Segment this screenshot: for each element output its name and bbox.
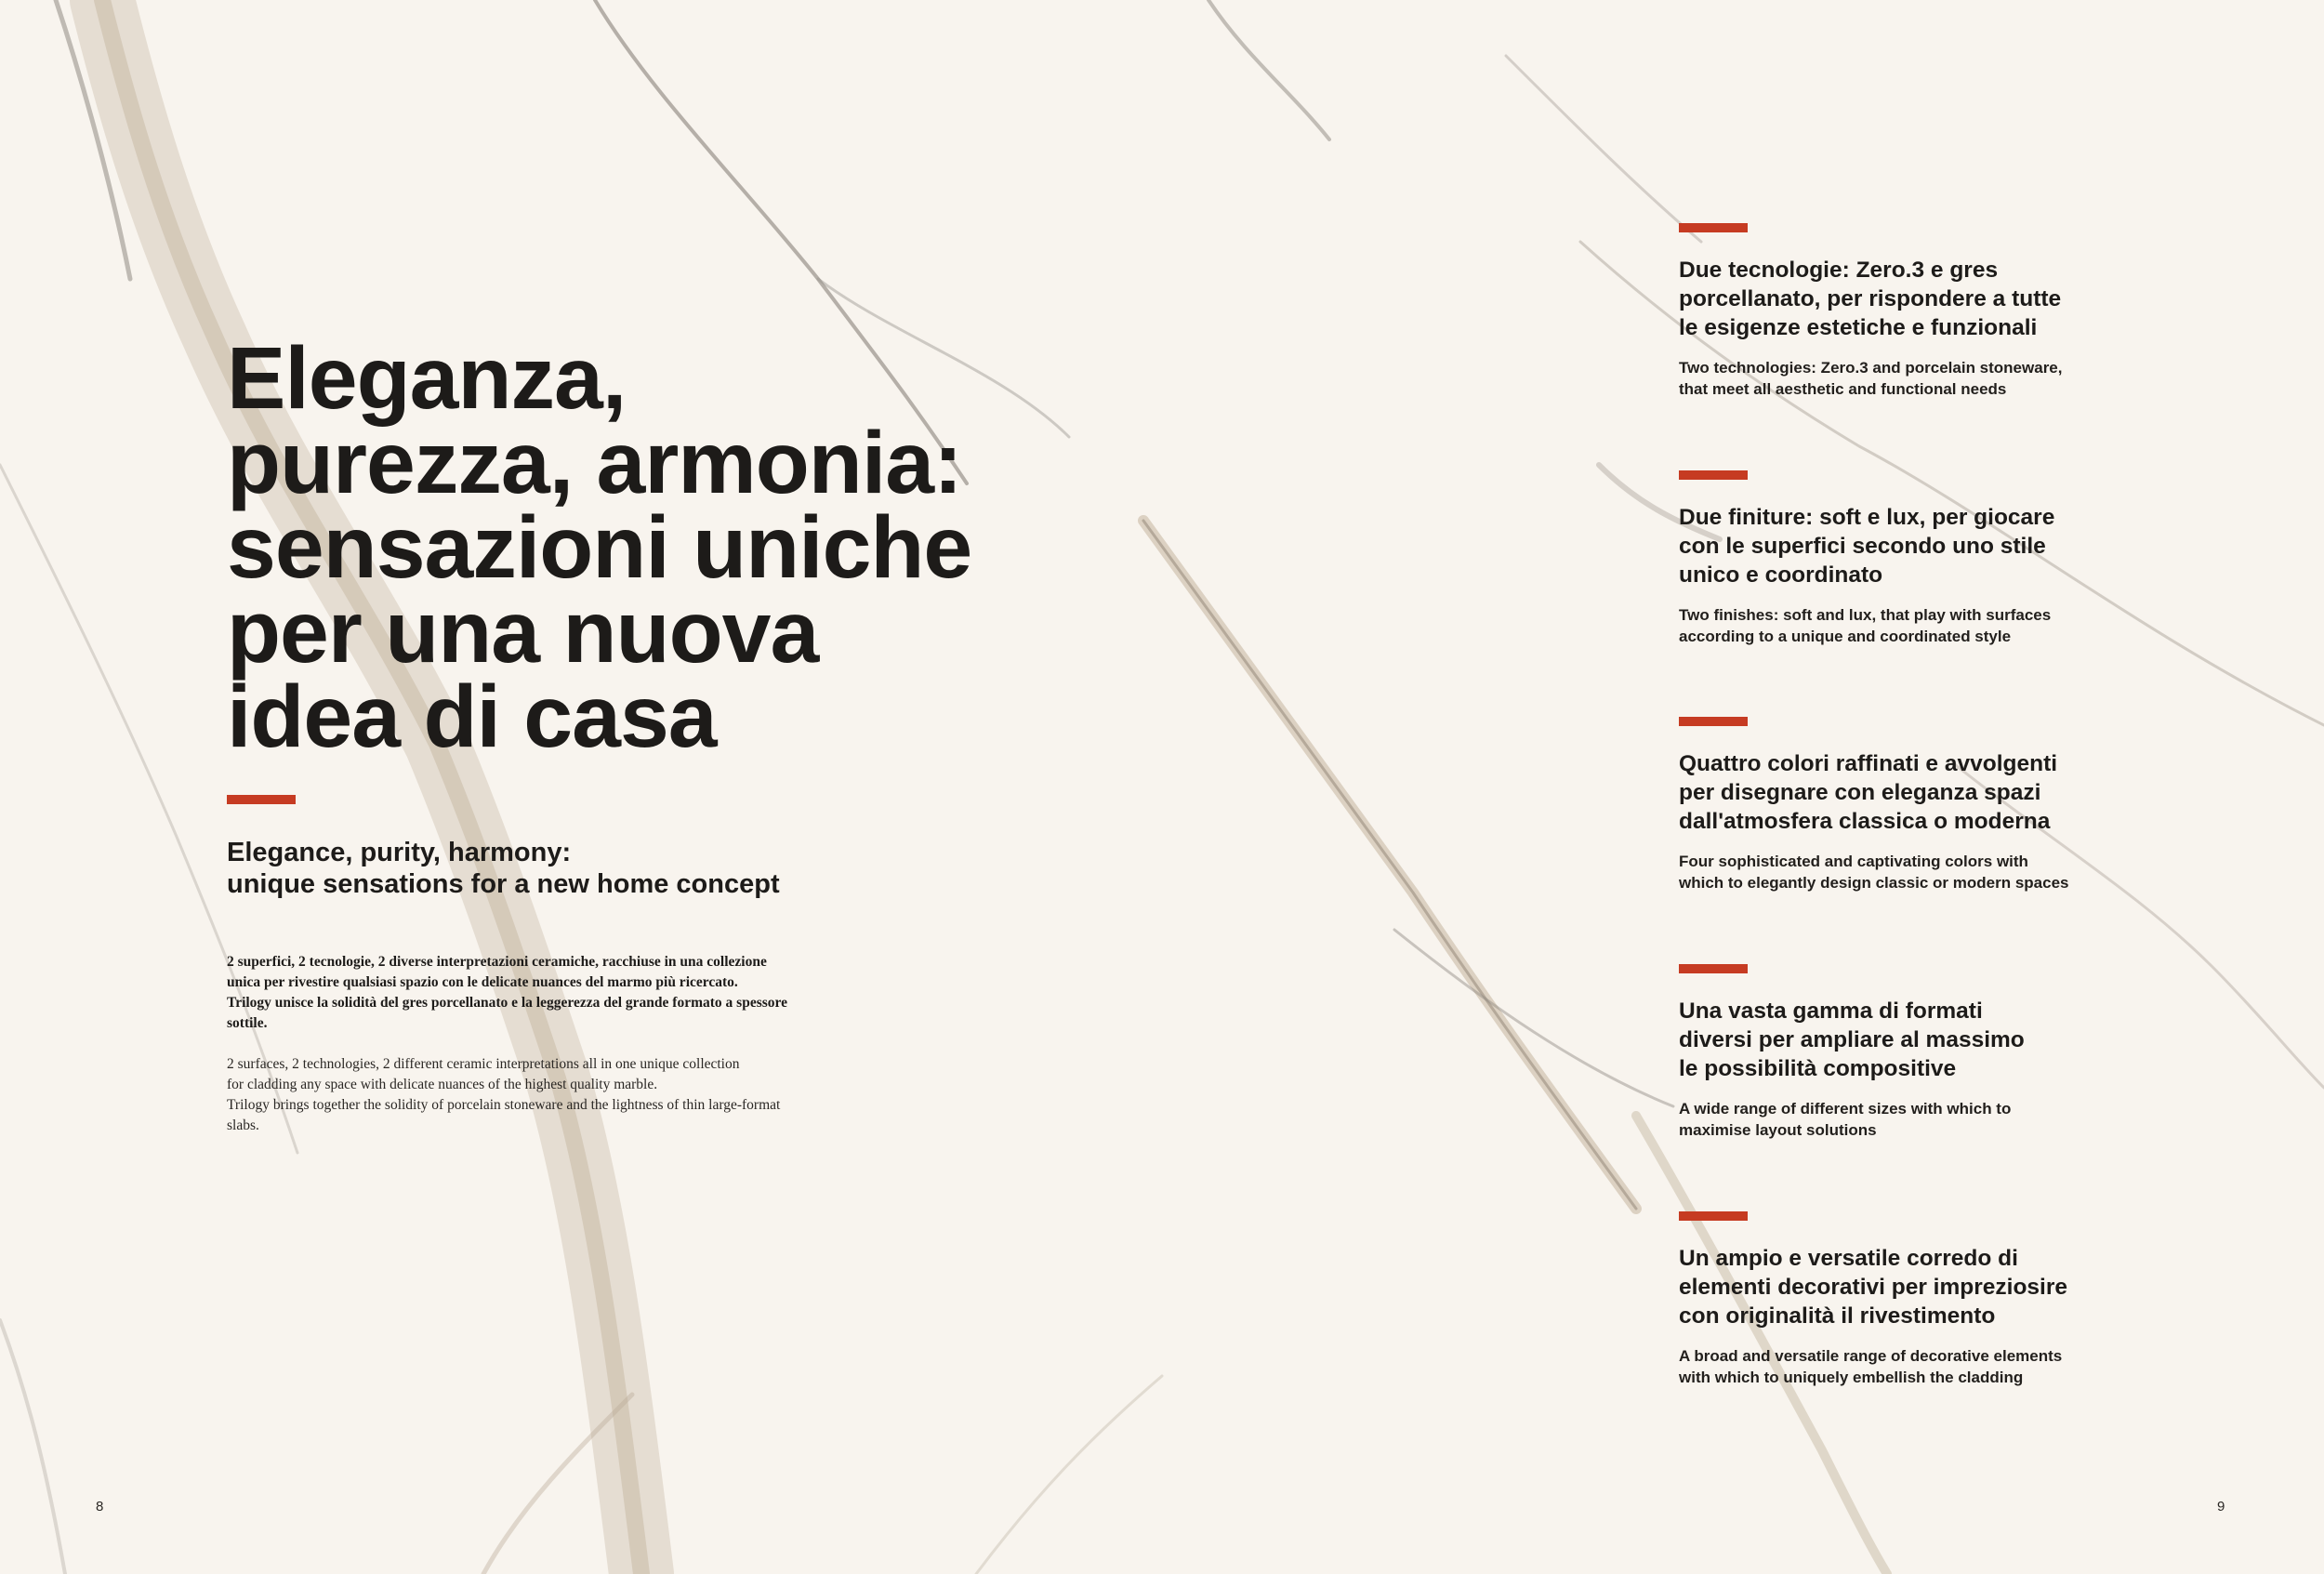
headline-english: Elegance, purity, harmony: unique sensations for a new home concept bbox=[227, 838, 780, 899]
body-text-italian: 2 superfici, 2 tecnologie, 2 diverse interpretazioni ceramiche, racchiuse in una collezione unica per rivestire qualsiasi spazio con le delicate nuances del marmo più ricercato. Trilogy unisce la solidità del gres porcellanato e la leggerezza del grande formato a spessore sottile. bbox=[227, 954, 787, 1031]
accent-bar bbox=[227, 795, 296, 804]
feature-colors bbox=[1679, 717, 2162, 893]
feature-technologies bbox=[1679, 223, 2162, 400]
feature-title: Due finiture: soft e lux, per giocare con le superfici secondo uno stile unico e coordinato bbox=[1679, 505, 2055, 588]
feature-subtitle: A wide range of different sizes with which to maximise layout solutions bbox=[1679, 1100, 2012, 1139]
accent-bar bbox=[1679, 1211, 1748, 1221]
feature-subtitle: A broad and versatile range of decorative elements with which to uniquely embellish the cladding bbox=[1679, 1347, 2063, 1386]
feature-finishes bbox=[1679, 470, 2162, 647]
feature-subtitle: Two technologies: Zero.3 and porcelain stoneware, that meet all aesthetic and functional needs bbox=[1679, 359, 2063, 398]
feature-title: Una vasta gamma di formati diversi per ampliare al massimo le possibilità compositive bbox=[1679, 999, 2025, 1081]
feature-subtitle: Four sophisticated and captivating colors with which to elegantly design classic or modern spaces bbox=[1679, 853, 2069, 892]
feature-subtitle: Two finishes: soft and lux, that play with surfaces according to a unique and coordinated style bbox=[1679, 606, 2052, 645]
feature-title: Due tecnologie: Zero.3 e gres porcellanato, per rispondere a tutte le esigenze estetiche e funzionali bbox=[1679, 258, 2062, 340]
page-number-right: 9 bbox=[2217, 1499, 2225, 1514]
body-text-english: 2 surfaces, 2 technologies, 2 different ceramic interpretations all in one unique collection for cladding any space with delicate nuances of the highest quality marble. Trilogy brings together the solidity of porcelain stoneware and the lightness of thin large-format slabs. bbox=[227, 1056, 781, 1133]
page-number-left: 8 bbox=[96, 1499, 104, 1514]
accent-bar bbox=[1679, 964, 1748, 973]
left-page-content bbox=[227, 329, 989, 1136]
feature-sizes bbox=[1679, 964, 2162, 1141]
feature-title: Un ampio e versatile corredo di elementi decorativi per impreziosire con originalità il rivestimento bbox=[1679, 1246, 2068, 1329]
accent-bar bbox=[1679, 223, 1748, 232]
accent-bar bbox=[1679, 470, 1748, 480]
accent-bar bbox=[1679, 717, 1748, 726]
feature-decorative-elements bbox=[1679, 1211, 2162, 1388]
feature-title: Quattro colori raffinati e avvolgenti per disegnare con eleganza spazi dall'atmosfera classica o moderna bbox=[1679, 751, 2058, 834]
headline: Eleganza, purezza, armonia: sensazioni uniche per una nuova idea di casa bbox=[227, 329, 972, 766]
